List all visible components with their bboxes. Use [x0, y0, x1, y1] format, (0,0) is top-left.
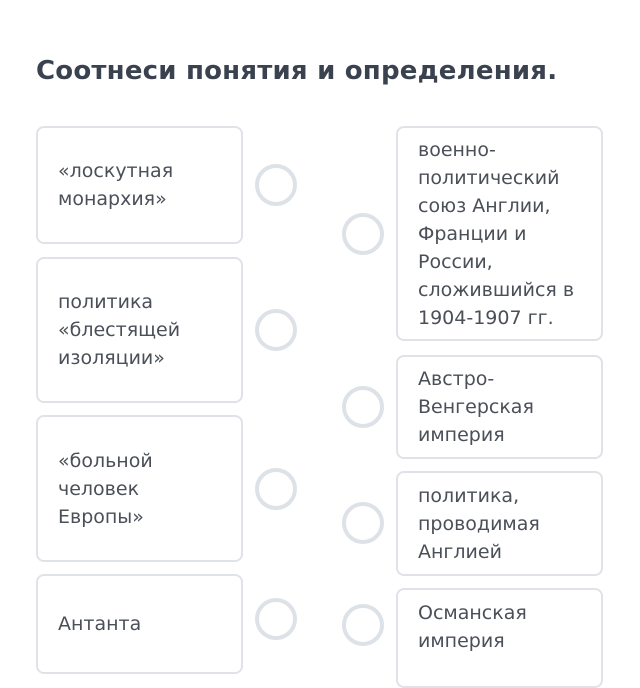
page-title: Соотнеси понятия и определения. — [36, 56, 558, 86]
definition-1-radio[interactable] — [342, 213, 384, 255]
concept-card-2[interactable] — [36, 257, 243, 403]
concept-2-radio[interactable] — [255, 309, 297, 351]
definition-card-1[interactable] — [396, 126, 603, 341]
concept-card-3[interactable] — [36, 415, 243, 562]
concept-3-radio[interactable] — [255, 468, 297, 510]
definition-card-2[interactable] — [396, 355, 603, 459]
definition-4-radio[interactable] — [342, 604, 384, 646]
definition-2-radio[interactable] — [342, 386, 384, 428]
concept-1-radio[interactable] — [255, 164, 297, 206]
concept-label: Антанта — [58, 613, 142, 635]
concept-label: политика «блестящей изоляции» — [58, 291, 181, 369]
concept-label: «больной человек Европы» — [58, 449, 153, 528]
concept-label: «лоскутная монархия» — [58, 160, 174, 210]
definition-label: военно-политический союз Англии, Франции и России, сложившийся в 1904-1907 гг. — [418, 138, 575, 329]
definition-label: политика, проводимая Англией — [418, 484, 540, 563]
concept-4-radio[interactable] — [255, 598, 297, 640]
concept-card-4[interactable] — [36, 574, 243, 674]
definition-label: Австро-Венгерская империя — [418, 368, 534, 446]
definition-3-radio[interactable] — [342, 502, 384, 544]
definition-label: Османская империя — [418, 602, 527, 652]
concept-card-1[interactable] — [36, 126, 243, 244]
definition-card-3[interactable] — [396, 471, 603, 576]
definition-card-4[interactable] — [396, 588, 603, 688]
